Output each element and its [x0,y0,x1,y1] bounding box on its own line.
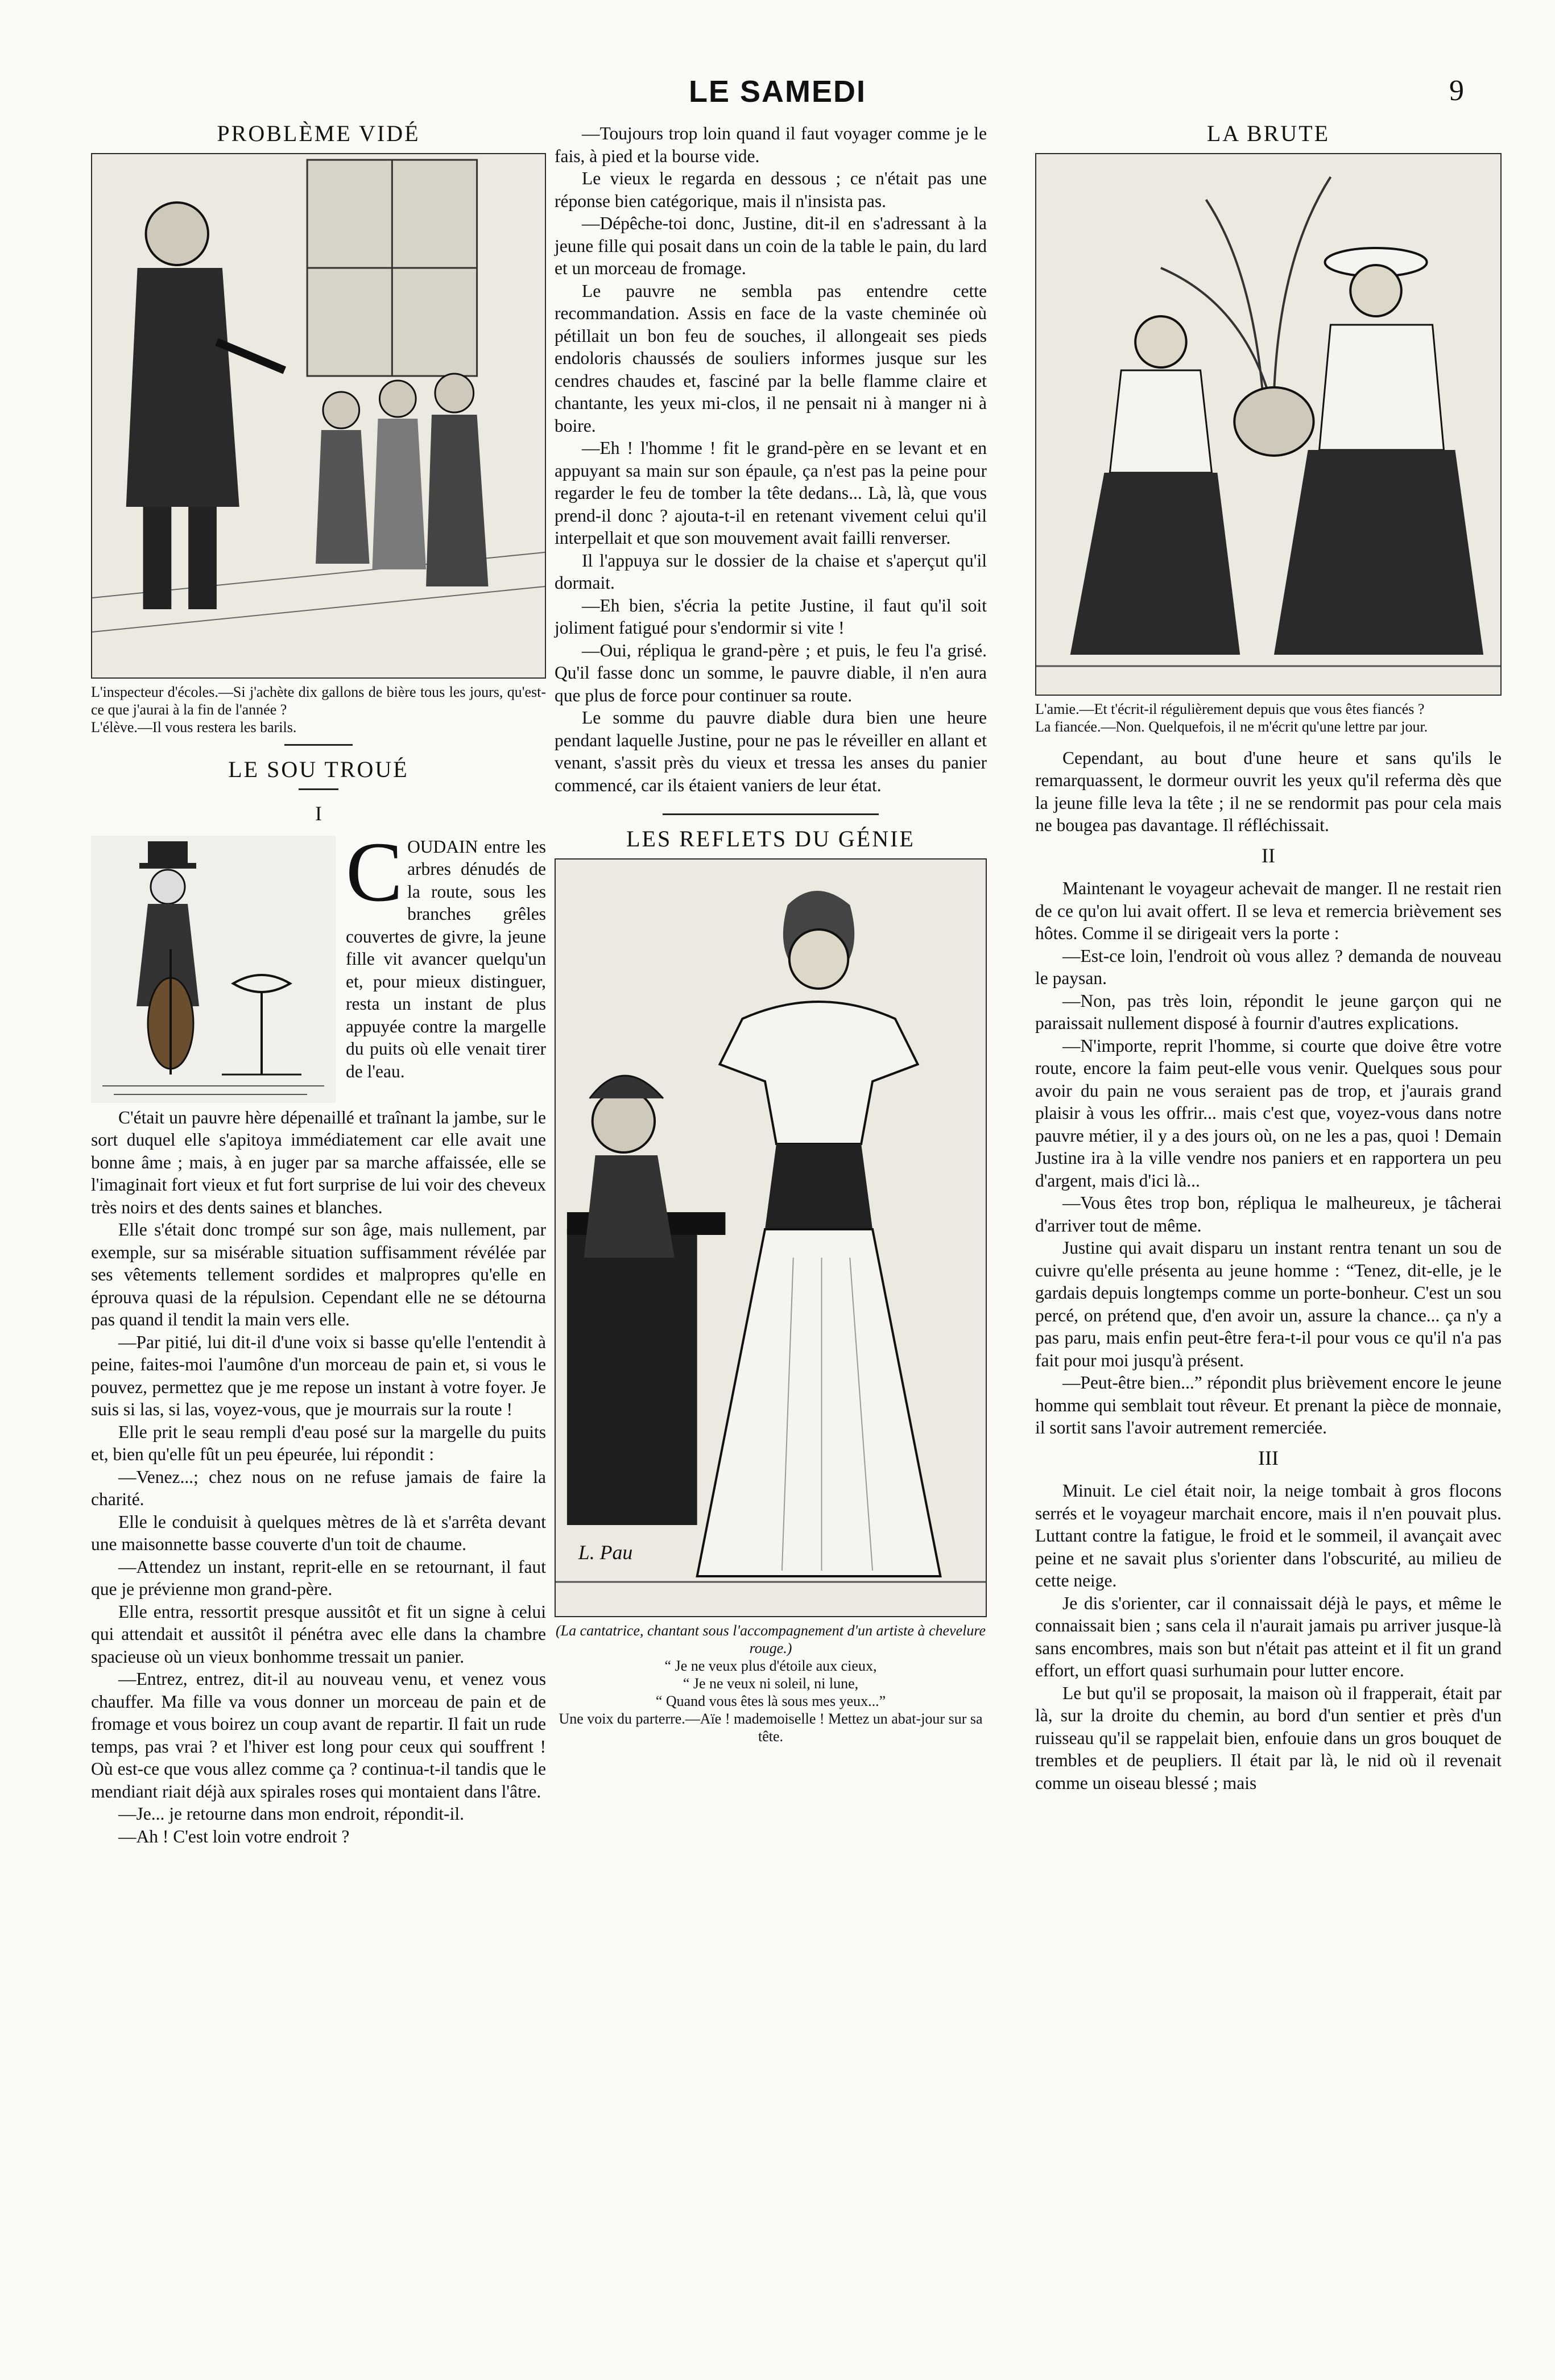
paragraph: Je dis s'orienter, car il connaissait déjà le pays, et même le connaissait bien ; sans cela il n'aurait jamais pu arriver jusque-là sans encombres, mais son but n'était pas atteint et il fit un grand effort, un effort quasi surhumain pour lutter encore. [1035,1593,1502,1680]
paragraph: Le but qu'il se proposait, la maison où il frapperait, était par là, sur la droite du chemin, au bord d'un sentier et près d'un ruisseau qu'il se rappelait bien, enfouie dans un gros bouquet de trembles et de peupliers. Il était par là, le nid où il revenait comme un oiseau blessé ; mais [1035,1683,1502,1793]
paragraph: —Eh ! l'homme ! fit le grand-père en se levant et en appuyant sa main sur son épaule, ça n'est pas la peine pour regarder le feu de tomber la tête dedans... Là, là, que vous prend-il donc ? ajouta-t-il en retenant vivement celui qu'il interpellait et que son mouvement avait failli renverser. [555,438,987,548]
illustration-singer-and-pianist [555,858,987,1617]
paragraph: —Vous êtes trop bon, répliqua le malheureux, je tâcherai d'arriver tout de même. [1035,1193,1502,1236]
paragraph: —Dépêche-toi donc, Justine, dit-il en s'adressant à la jeune fille qui posait dans un coin de la table le pain, du lard et un morceau de fromage. [555,213,987,278]
engraving-inspector-icon [92,154,545,677]
paragraph: Maintenant le voyageur achevait de manger. Il ne restait rien de ce qu'on lui avait offert. Il se leva et remercia brièvement ses hôtes. Comme il se dirigeait vers la porte : [1035,878,1502,943]
part-number-two: II [1262,844,1275,867]
caption-line: (La cantatrice, chantant sous l'accompagnement d'un artiste à chevelure rouge.) [555,1622,986,1656]
column-right [1035,122,1502,1794]
page-number: 9 [1449,75,1464,107]
newspaper-title: LE SAMEDI [688,75,867,109]
paragraph: —Oui, répliqua le grand-père ; et puis, le feu l'a grisé. Qu'il fasse donc un somme, le pauvre diable, il n'en aura que plus de force pour continuer sa route. [555,640,987,705]
caption-line-pupil: L'élève.—Il vous restera les barils. [91,718,297,736]
verse-line: “ Quand vous êtes là sous mes yeux...” [655,1692,886,1709]
paragraph: Elle prit le seau rempli d'eau posé sur la margelle du puits et, bien qu'elle fût un peu épeurée, lui répondit : [91,1422,546,1464]
paragraph: —Je... je retourne dans mon endroit, répondit-il. [118,1804,464,1824]
paragraph: Le pauvre ne sembla pas entendre cette recommandation. Assis en face de la vaste cheminée où pétillait un bon feu de souches, il allongeait ses pieds endoloris chaussés de souliers informes jusque sur les cendres chaudes et, fasciné par la belle flamme claire et chantante, les yeux mi-clos, il ne pensait ni à manger ni à boire. [555,280,987,436]
caption-reflets-du-genie [555,1622,987,1745]
verse-line: “ Je ne veux ni soleil, ni lune, [683,1675,859,1692]
paragraph: Minuit. Le ciel était noir, la neige tombait à gros flocons serrés et le voyageur marchait encore, mais il n'en pouvait plus. Luttant contre la fatigue, le froid et le sommeil, il avançait avec peine et ne savait plus s'orienter dans l'obscurité, au milieu de cette neige. [1035,1481,1502,1590]
paragraph: —Non, pas très loin, répondit le jeune garçon qui ne paraissait nullement disposé à fournir d'autres explications. [1035,990,1502,1033]
illustration-skeleton-cellist [91,836,336,1103]
paragraph: Le somme du pauvre diable dura bien une heure pendant laquelle Justine, pour ne pas le réveiller en allant et venant, s'assit près du vieux et tressa les anses du panier commencé, car ils étaient vaniers de leur état. [555,708,987,795]
caption-line-voice: Une voix du parterre.—Aïe ! mademoiselle ! Mettez un abat-jour sur sa tête. [559,1710,983,1745]
paragraph: —Par pitié, lui dit-il d'une voix si basse qu'elle l'entendit à peine, faites-moi l'aumône d'un morceau de pain et, si vous le pouvez, permettez que je me repose un instant à votre foyer. Je suis si las, si las, voyez-vous, que je mourrais sur la route ! [91,1332,546,1419]
artist-signature: L. Pau [578,1540,633,1564]
paragraph: Justine qui avait disparu un instant rentra tenant un sou de cuivre qu'elle présenta au jeune homme : “Tenez, dit-elle, je le gardais depuis longtemps comme un porte-bonheur. C'est un sou percé, on prétend que, d'en avoir un, assure la chance... ça n'y a pas paru, mais enfin peut-être fera-t-il pour vous ce qu'il n'a pas fait pour moi jusqu'à présent. [1035,1238,1502,1370]
caption-line-fiancee: La fiancée.—Non. Quelquefois, il ne m'écrit qu'une lettre par jour. [1035,718,1428,735]
paragraph: —Peut-être bien...” répondit plus brièvement encore le jeune homme qui semblait tout rêveur. Et prenant la pièce de monnaie, il sortit sans l'avoir autrement remerciée. [1035,1373,1502,1437]
story-opening [91,824,546,1106]
paragraph: Le vieux le regarda en dessous ; ce n'était pas une réponse bien catégorique, mais il n'insista pas. [555,168,987,211]
paragraph: —Attendez un instant, reprit-elle en se retournant, il faut que je prévienne mon grand-père. [91,1556,546,1599]
paragraph: Elle le conduisit à quelques mètres de là et s'arrêta devant une maisonnette basse couverte d'un toit de chaume. [91,1511,546,1554]
caption-probleme-vide [91,683,546,736]
engraving-singer-icon [556,860,986,1616]
engraving-cellist-icon [91,836,336,1103]
section-title-probleme-vide: PROBLÈME VIDÉ [217,121,420,146]
caption-line-friend: L'amie.—Et t'écrit-il régulièrement depuis que vous êtes fiancés ? [1035,700,1425,717]
caption-line-inspector: L'inspecteur d'écoles.—Si j'achète dix gallons de bière tous les jours, qu'est-ce que j'aurai à la fin de l'année ? [91,683,546,718]
column-left [91,122,546,1848]
paragraph: Cependant, au bout d'une heure et sans qu'ils le remarquassent, le dormeur ouvrit les yeux qu'il referma dès que la jeune fille leva la tête ; il ne se rendormit pas pour cela mais ne bougea pas davantage. Il réfléchissait. [1035,747,1502,835]
paragraph: OUDAIN entre les arbres dénudés de la route, sous les branches grêles couvertes de givre, la jeune fille vit avancer quelqu'un et, pour mieux distinguer, resta un instant de plus appuyée contre la margelle du puits où elle venait tirer de l'eau. [346,836,546,1081]
section-divider [663,813,879,815]
paragraph: Elle s'était donc trompé sur son âge, mais nullement, par exemple, sur sa misérable situation suffisamment révélée par ses vêtements tellement sordides et malpropres qu'elle en éprouva quasi de la répulsion. Cependant elle ne se détourna pas quand il tendit la main vers elle. [91,1220,546,1329]
paragraph: —Venez...; chez nous on ne refuse jamais de faire la charité. [91,1466,546,1509]
illustration-two-women [1035,153,1502,696]
section-title-les-reflets-du-genie: LES REFLETS DU GÉNIE [626,826,915,852]
masthead [0,74,1555,119]
paragraph: —N'importe, reprit l'homme, si courte que doive être votre route, encore la faim peut-elle vous venir. Quelques sous pour avoir du pain ne vous seraient pas de trop, et j'aurais grand plaisir à vous les offrir... mais c'est que, voyez-vous dans notre pauvre métier, il y a des jours où, on ne les a pas, quoi ! Demain Justine ira à la ville vendre nos paniers et en rapportera un peu d'argent, mais d'ici là... [1035,1035,1502,1191]
paragraph: —Ah ! C'est loin votre endroit ? [118,1826,350,1846]
paragraph: —Toujours trop loin quand il faut voyager comme je le fais, à pied et la bourse vide. [555,123,987,166]
verse-line: “ Je ne veux plus d'étoile aux cieux, [664,1657,877,1674]
paragraph: Elle entra, ressortit presque aussitôt et fit un signe à celui qui attendait et aussitôt il pénétra avec elle dans la chambre spacieuse où un vieux bonhomme tressait un panier. [91,1601,546,1667]
section-title-la-brute: LA BRUTE [1206,121,1330,146]
column-middle [555,122,987,1745]
part-number-one: I [315,802,322,825]
paragraph: C'était un pauvre hère dépenaillé et traînant la jambe, sur le sort duquel elle s'apitoya immédiatement car elle avait une bonne âme ; mais, à en juger par sa marche affaissée, elle se l'imaginait fort vieux et fut fort surprise de lui voir des cheveux très noirs et des dents saines et blanches. [91,1107,546,1217]
section-divider-small [299,788,338,790]
drop-cap-letter: C [346,824,403,919]
section-title-le-sou-troue: LE SOU TROUÉ [228,756,409,782]
caption-la-brute [1035,700,1502,736]
section-divider [284,744,353,746]
paragraph: Il l'appuya sur le dossier de la chaise et s'aperçut qu'il dormait. [555,550,987,593]
engraving-two-women-icon [1036,154,1500,695]
paragraph: —Est-ce loin, l'endroit où vous allez ? demanda de nouveau le paysan. [1035,945,1502,988]
paragraph: —Entrez, entrez, dit-il au nouveau venu, et venez vous chauffer. Ma fille va vous donner un morceau de pain et de fromage et vous boirez un coup avant de repartir. Il fait un rude temps, pas vrai ? et l'hiver est long pour ceux qui souffrent ! Où est-ce que vous allez comme ça ? continua-t-il tandis que le mendiant riait déjà aux spirales roses qui montaient dans l'âtre. [91,1669,546,1801]
paragraph: —Eh bien, s'écria la petite Justine, il faut qu'il soit joliment fatigué pour s'endormir si vite ! [555,595,987,638]
illustration-inspector-and-pupils [91,153,546,679]
part-number-three: III [1258,1446,1279,1469]
